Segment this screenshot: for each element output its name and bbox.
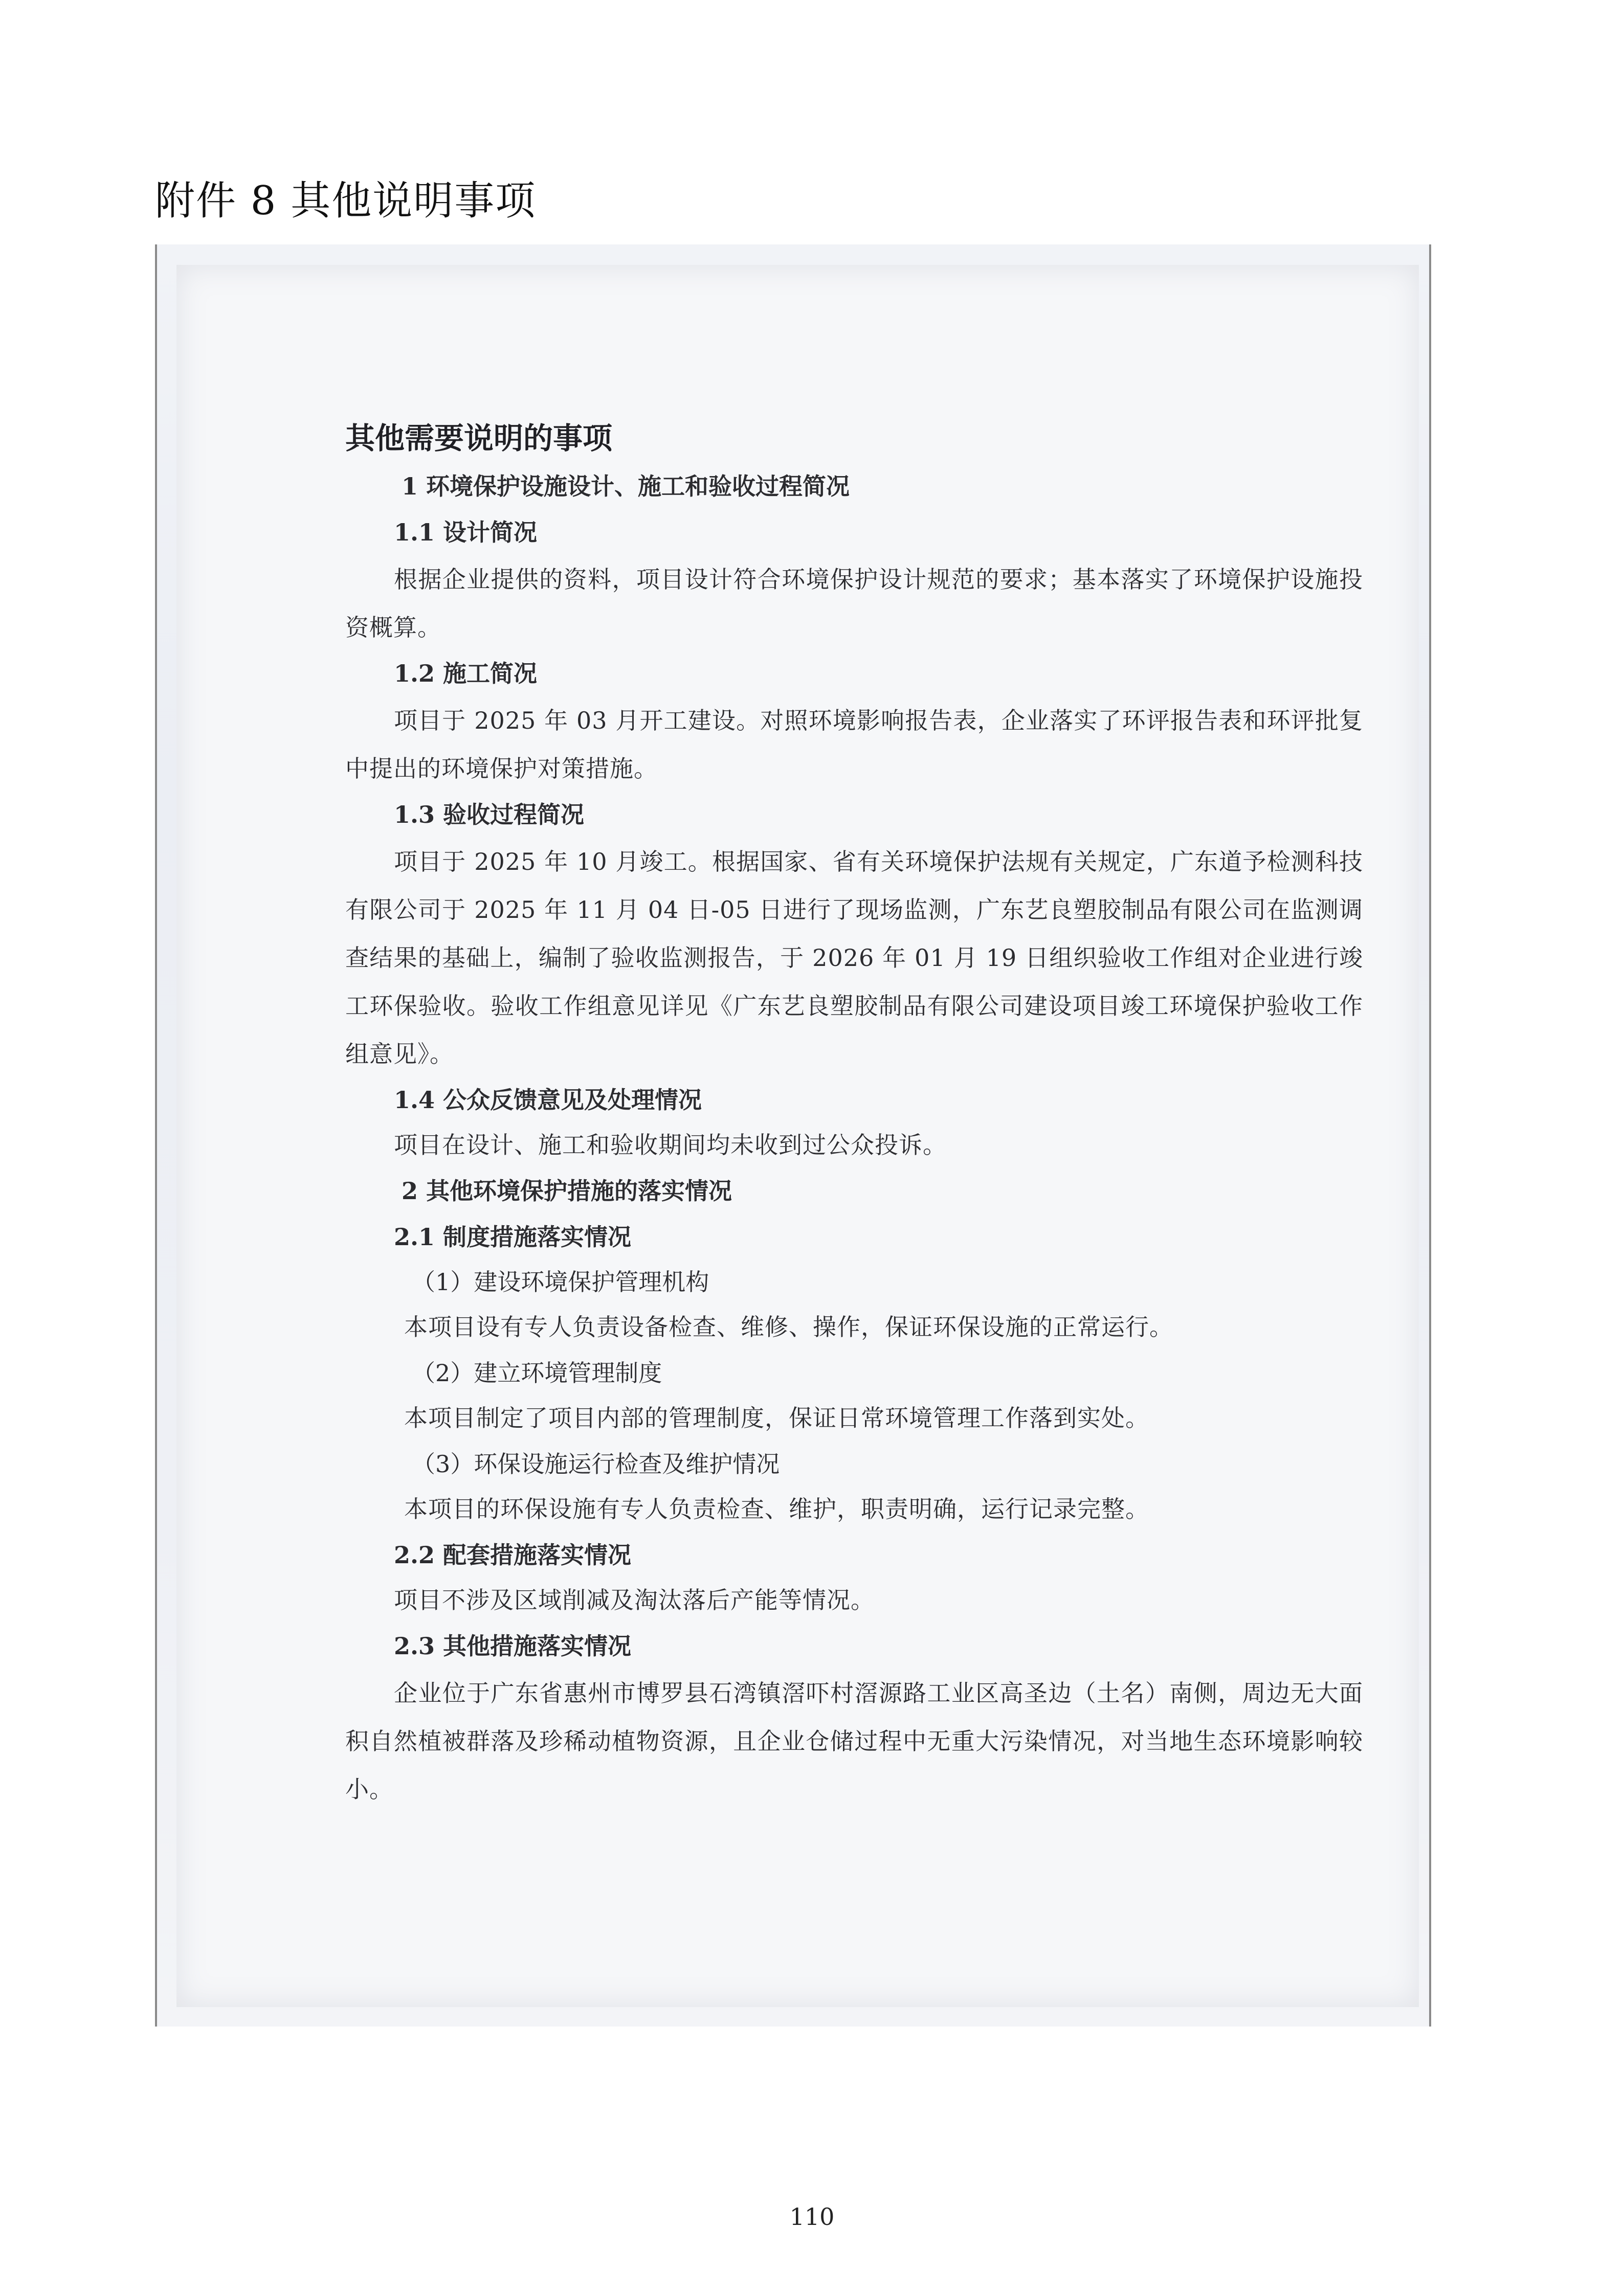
page-number: 110 bbox=[789, 2203, 835, 2231]
section-1-heading: 1 环境保护设施设计、施工和验收过程简况 bbox=[402, 472, 850, 500]
section-2-1-item-3-label: （3）环保设施运行检查及维护情况 bbox=[412, 1450, 780, 1478]
scanned-document-sheet bbox=[176, 265, 1419, 2007]
scanned-document-content bbox=[345, 423, 1363, 1824]
section-1-1-text: 根据企业提供的资料，项目设计符合环境保护设计规范的要求；基本落实了环境保护设施投资概算。 bbox=[345, 566, 1363, 641]
section-1-2-text: 项目于 2025 年 03 月开工建设。对照环境影响报告表，企业落实了环评报告表和环评批复中提出的环境保护对策措施。 bbox=[345, 707, 1363, 782]
section-1-3-text: 项目于 2025 年 10 月竣工。根据国家、省有关环境保护法规有关规定，广东道予检测科技有限公司于 2025 年 11 月 04 日-05 日进行了现场监测，广东艺良塑胶制品有限公司在监测调查结果的基础上，编制了验收监测报告，于 2026 年 01 月 19 日组织验收工作组对企业进行竣工环保验收。验收工作组意见详见《广东艺良塑胶制品有限公司建设项目竣工环境保护验收工作组意见》。 bbox=[345, 848, 1363, 1068]
section-2-heading: 2 其他环境保护措施的落实情况 bbox=[402, 1177, 732, 1205]
section-2-1-item-1-label: （1）建设环境保护管理机构 bbox=[412, 1268, 709, 1296]
scanned-page-frame bbox=[155, 244, 1431, 2027]
section-2-1-item-1-text: 本项目设有专人负责设备检查、维修、操作，保证环保设施的正常运行。 bbox=[404, 1313, 1173, 1341]
section-2-3-heading: 2.3 其他措施落实情况 bbox=[394, 1632, 632, 1660]
section-2-1-item-2-label: （2）建立环境管理制度 bbox=[412, 1359, 662, 1387]
attachment-heading: 附件 8 其他说明事项 bbox=[155, 178, 537, 224]
section-2-2-text: 项目不涉及区域削减及淘汰落后产能等情况。 bbox=[394, 1586, 875, 1614]
section-2-1-item-3-text: 本项目的环保设施有专人负责检查、维护，职责明确，运行记录完整。 bbox=[404, 1495, 1149, 1523]
section-2-1-item-2-text: 本项目制定了项目内部的管理制度，保证日常环境管理工作落到实处。 bbox=[404, 1404, 1149, 1432]
section-1-4-text: 项目在设计、施工和验收期间均未收到过公众投诉。 bbox=[394, 1131, 947, 1159]
section-1-2-heading: 1.2 施工简况 bbox=[394, 660, 538, 687]
section-1-4-heading: 1.4 公众反馈意见及处理情况 bbox=[394, 1086, 702, 1114]
section-2-1-heading: 2.1 制度措施落实情况 bbox=[394, 1223, 632, 1251]
document-title: 其他需要说明的事项 bbox=[345, 421, 613, 456]
section-1-3-heading: 1.3 验收过程简况 bbox=[394, 801, 585, 828]
section-2-3-text: 企业位于广东省惠州市博罗县石湾镇滘吓村滘源路工业区高圣边（土名）南侧，周边无大面积自然植被群落及珍稀动植物资源，且企业仓储过程中无重大污染情况，对当地生态环境影响较小。 bbox=[345, 1679, 1363, 1803]
section-2-2-heading: 2.2 配套措施落实情况 bbox=[394, 1541, 632, 1569]
section-1-1-heading: 1.1 设计简况 bbox=[394, 519, 538, 546]
